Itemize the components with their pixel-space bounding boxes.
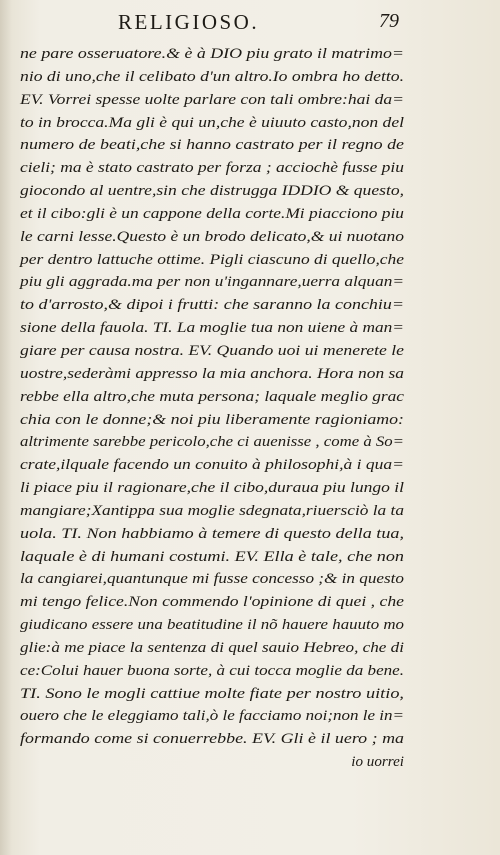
text-line: giare per causa nostra. EV. Quando uoi ui menerete le	[20, 342, 404, 359]
page-gutter-shadow	[0, 0, 12, 855]
text-line: formando come si conuerrebbe. EV. Gli è il uero ; ma	[20, 731, 404, 748]
text-line: uostre,sederàmi appresso la mia anchora. Hora non sa	[20, 365, 404, 382]
text-line: crate,ilquale facendo un conuito à philosophi,à i qua=	[20, 457, 404, 474]
page-number: 79	[379, 10, 399, 32]
text-line: to d'arrosto,& dipoi i frutti: che saranno la conchiu=	[20, 297, 404, 314]
text-line: TI. Sono le mogli cattiue molte fiate per nostro uitio,	[20, 685, 404, 702]
page-header	[0, 10, 500, 36]
text-line: laquale è di humani costumi. EV. Ella è tale, che non	[20, 548, 404, 565]
text-line: la cangiarei,quantunque mi fusse concesso ;& in questo	[20, 571, 404, 588]
text-line: giocondo al uentre,sin che distrugga IDDIO & questo,	[20, 183, 404, 200]
text-line: giudicano essere una beatitudine il nõ hauere hauuto mo	[20, 617, 404, 634]
text-line: numero de beati,che si hanno castrato per il regno de	[20, 137, 404, 154]
text-line: sione della fauola. TI. La moglie tua non uiene à man=	[20, 320, 405, 337]
catchword: io uorrei	[351, 754, 404, 771]
text-line: per dentro lattuche ottime. Pigli ciascuno di quello,che	[20, 251, 404, 268]
text-line: glie:à me piace la sentenza di quel sauio Hebreo, che di	[20, 639, 404, 656]
text-line: cieli; ma è stato castrato per forza ; acciochè fusse piu	[20, 160, 404, 177]
text-line: piu gli aggrada.ma per non u'ingannare,uerra alquan=	[20, 274, 404, 291]
text-line: uola. TI. Non habbiamo à temere di questo della tua,	[20, 525, 404, 542]
running-head: RELIGIOSO.	[118, 10, 260, 34]
text-line: et il cibo:gli è un cappone della corte.Mi piacciono piu	[20, 205, 404, 222]
text-line: le carni lesse.Questo è un brodo delicato,& ui nuotano	[20, 228, 404, 245]
text-line: altrimente sarebbe pericolo,che ci auenisse , come à So=	[20, 434, 404, 451]
text-line: mangiare;Xantippa sua moglie sdegnata,riuersciò la ta	[20, 502, 404, 519]
text-line: nio di uno,che il celibato d'un altro.Io ombra ho detto.	[20, 68, 405, 85]
text-line: rebbe ella altro,che muta persona; laquale meglio grac	[20, 388, 404, 405]
text-line: to in brocca.Ma gli è qui un,che è uiuuto casto,non del	[20, 114, 404, 131]
text-line: ce:Colui hauer buona sorte, à cui tocca moglie da bene.	[20, 662, 404, 679]
text-line: chia con le donne;& noi piu liberamente ragioniamo:	[20, 411, 404, 428]
body-text	[20, 43, 404, 774]
text-line: ouero che le eleggiamo tali,ò le facciamo noi;non le in=	[20, 708, 404, 725]
text-line: ne pare osseruatore.& è à DIO piu grato il matrimo=	[20, 46, 404, 62]
text-line: EV. Vorrei spesse uolte parlare con tali ombre:hai da=	[20, 91, 404, 108]
text-line: mi tengo felice.Non commendo l'opinione di quei , che	[20, 594, 404, 611]
text-line: li piace piu il ragionare,che il cibo,duraua piu lungo il	[20, 480, 404, 497]
